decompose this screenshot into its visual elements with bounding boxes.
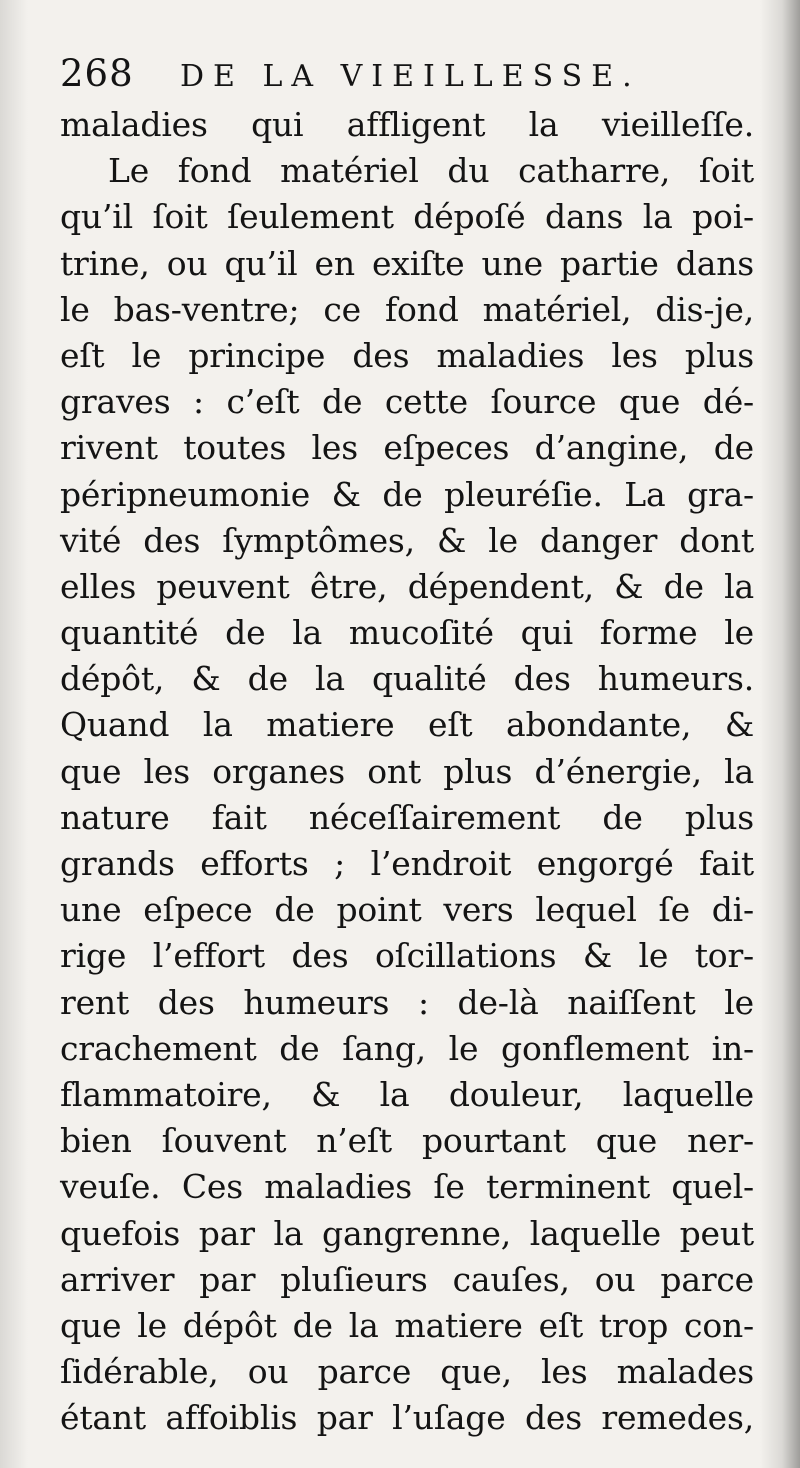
running-head-title: DE LA VIEILLESSE. [180, 59, 641, 94]
text-line: crachement de ſang, le gonflement in- [60, 1028, 754, 1068]
text-line: Le fond matériel du catharre, ſoit [108, 151, 754, 191]
text-line: le bas-ventre; ce fond matériel, dis-je, [60, 289, 754, 329]
body-text [60, 102, 754, 1441]
text-line: rivent toutes les eſpeces d’angine, de [60, 428, 754, 468]
text-line: rige l’effort des oſcillations & le tor- [60, 936, 754, 976]
text-line: veuſe. Ces maladies ſe terminent quel- [60, 1167, 754, 1207]
text-line: étant affoiblis par l’uſage des remedes, [60, 1398, 754, 1438]
text-line: que le dépôt de la matiere eſt trop con- [60, 1305, 754, 1345]
text-line: arriver par pluſieurs cauſes, ou parce [60, 1259, 754, 1299]
text-line: qu’il ſoit ſeulement dépoſé dans la poi- [60, 197, 754, 237]
text-line: flammatoire, & la douleur, laquelle [60, 1074, 754, 1114]
text-line: grands efforts ; l’endroit engorgé fait [60, 844, 754, 883]
text-line: graves : c’eſt de cette ſource que dé- [60, 382, 754, 422]
text-line: que les organes ont plus d’énergie, la [60, 751, 754, 791]
text-line: quantité de la mucoſité qui forme le [60, 613, 754, 653]
text-line: Quand la matiere eſt abondante, & [60, 705, 754, 745]
text-line: vité des ſymptômes, & le danger dont [60, 520, 754, 560]
text-line: quefois par la gangrenne, laquelle peut [60, 1213, 754, 1253]
text-line: rent des humeurs : de-là naiſſent le [60, 982, 754, 1022]
text-line: dépôt, & de la qualité des humeurs. [60, 659, 754, 699]
page-number: 268 [60, 52, 134, 95]
text-line: ſidérable, ou parce que, les malades [60, 1352, 754, 1392]
text-line: une eſpece de point vers lequel ſe di- [60, 890, 754, 930]
text-line: elles peuvent être, dépendent, & de la [60, 566, 754, 606]
text-line: trine, ou qu’il en exiſte une partie dans [60, 243, 754, 283]
text-line: nature fait néceſſairement de plus [60, 797, 754, 837]
running-head [60, 52, 754, 98]
text-line: eſt le principe des maladies les plus [60, 335, 754, 375]
text-line: péripneumonie & de pleuréſie. La gra- [60, 474, 754, 514]
text-line: bien ſouvent n’eſt pourtant que ner- [60, 1121, 754, 1161]
text-line: maladies qui affligent la vieilleſſe. [60, 105, 754, 144]
